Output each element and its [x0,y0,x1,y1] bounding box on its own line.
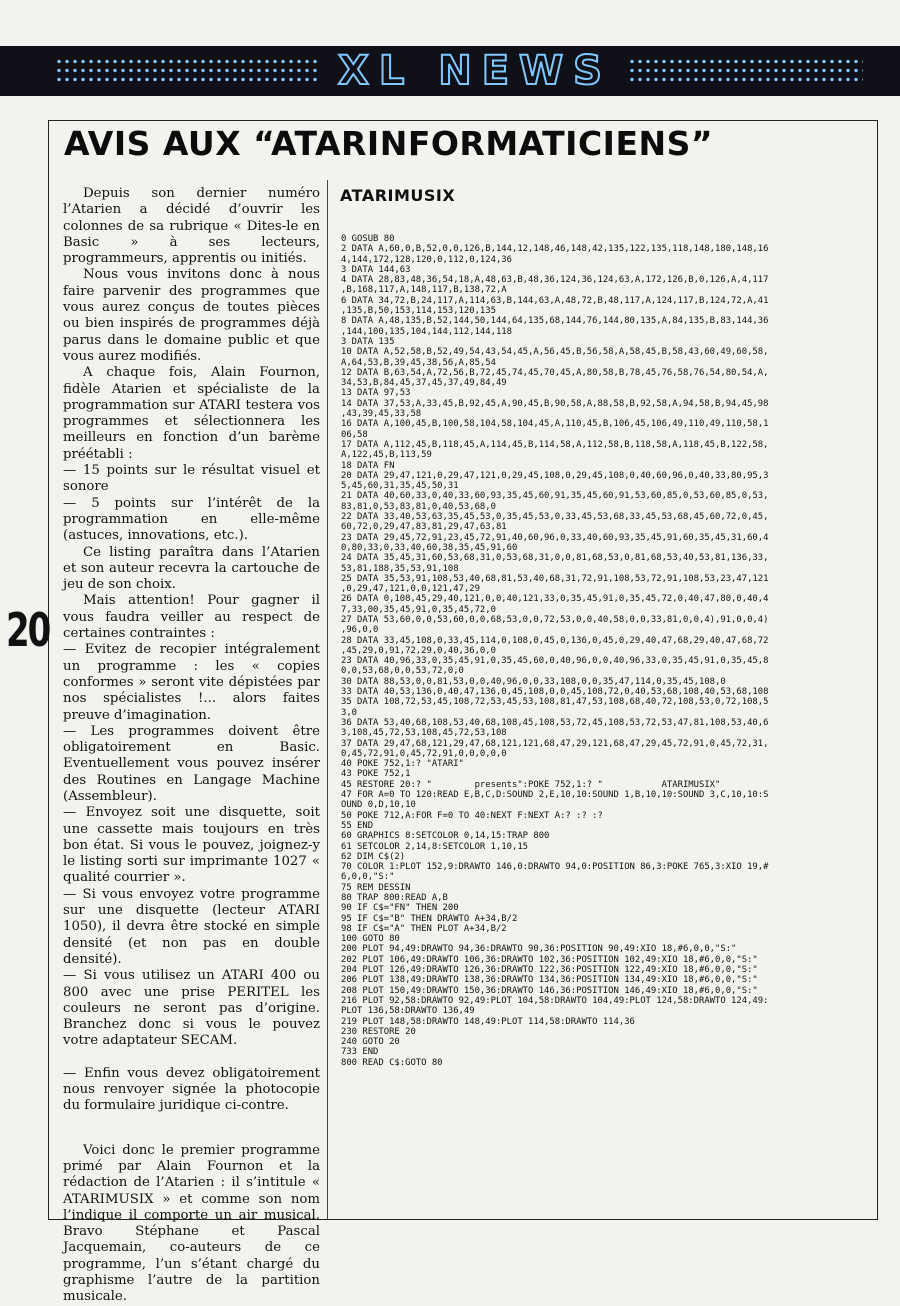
listing-line: 6 DATA 34,72,B,24,117,A,114,63,B,144,63,A,48,72,B,48,117,A,124,117,B,124,72,A,41 [341,295,769,306]
listing-line: 33 DATA 40,53,136,0,40,47,136,0,45,108,0,0,45,108,72,0,40,53,68,108,40,53,68,108 [341,687,769,698]
listing-line: 75 REM DESSIN [341,882,411,893]
listing-line: 16 DATA A,100,45,B,100,58,104,58,104,45,A,110,45,B,106,45,106,49,110,49,110,58,1 [341,419,769,430]
listing-line: 17 DATA A,112,45,B,118,45,A,114,45,B,114,58,A,112,58,B,118,58,A,118,45,B,122,58, [341,439,769,450]
body-paragraph: — 5 points sur l’intérêt de la programmation en elle-même (astuces, innovations, etc.). [63,495,320,544]
listing-line: 45 RESTORE 20:? " presents":POKE 752,1:? " ATARIMUSIX" [341,779,721,790]
banner-dot-pattern-right [628,57,863,85]
listing-line: 55 END [341,820,374,831]
listing-line: 22 DATA 33,40,53,63,35,45,53,0,35,45,53,0,33,45,53,68,33,45,53,68,45,60,72,0,45, [341,512,769,523]
listing-line: 219 PLOT 148,58:DRAWTO 148,49:PLOT 114,58:DRAWTO 114,36 [341,1016,635,1027]
listing-line: 206 PLOT 138,49:DRAWTO 138,36:DRAWTO 134,36:POSITION 134,49:XIO 18,#6,0,0,"S:" [341,975,758,986]
listing-line: 47 FOR A=0 TO 120:READ E,B,C,D:SOUND 2,E,10,10:SOUND 1,B,10,10:SOUND 3,C,10,10:S [341,790,769,801]
listing-line: 20 DATA 29,47,121,0,29,47,121,0,29,45,108,0,29,45,108,0,40,60,96,0,40,33,80,95,3 [341,470,769,481]
listing-line: A,64,53,B,39,45,38,56,A,85,54 [341,357,496,368]
listing-line: 40 POKE 752,1:? "ATARI" [341,759,464,770]
body-paragraph: — Evitez de recopier intégralement un programme : les « copies conformes » seront vite dépistées par nos spécialistes !... alors faites preuve d’imagination. [63,642,320,723]
listing-line: 25 DATA 35,53,91,108,53,40,68,81,53,40,68,31,72,91,108,53,72,91,108,53,23,47,121 [341,573,769,584]
listing-line: ,45,29,0,91,72,29,0,40,36,0,0 [341,645,496,656]
listing-line: 240 GOTO 20 [341,1037,400,1048]
listing-line: 202 PLOT 106,49:DRAWTO 106,36:DRAWTO 102,36:POSITION 102,49:XIO 18,#6,0,0,"S:" [341,954,758,965]
program-listing [341,234,871,1068]
banner-dot-pattern-left [55,57,320,85]
listing-line: 100 GOTO 80 [341,934,400,945]
listing-line: A,122,45,B,113,59 [341,450,432,461]
listing-line: 3,0 [341,707,358,718]
listing-line: ,144,100,135,104,144,112,144,118 [341,326,512,337]
listing-line: 204 PLOT 126,49:DRAWTO 126,36:DRAWTO 122,36:POSITION 122,49:XIO 18,#6,0,0,"S:" [341,965,758,976]
body-paragraph: Depuis son dernier numéro l’Atarien a décidé d’ouvrir les colonnes de sa rubrique « Dites-le en Basic » à ses lecteurs, programmeurs, apprentis ou initiés. [63,186,320,267]
listing-line: 3 DATA 144,63 [341,264,411,275]
listing-line: 23 DATA 29,45,72,91,23,45,72,91,40,60,96,0,33,40,60,93,35,45,91,60,35,45,31,60,4 [341,532,769,543]
body-paragraph: — Les programmes doivent être obligatoirement en Basic. Eventuellement vous pouvez insérer des Routines en Langage Machine (Assembleur). [63,723,320,804]
listing-line: 27 DATA 53,60,0,0,53,60,0,0,68,53,0,0,72,53,0,0,40,58,0,0,33,81,0,0,4),91,0,0,4) [341,614,769,625]
body-paragraph: Ce listing paraîtra dans l’Atarien et son auteur recevra la cartouche de jeu de son choix. [63,544,320,593]
listing-line: 8 DATA A,48,135,B,52,144,50,144,64,135,68,144,76,144,80,135,A,84,135,B,83,144,36 [341,316,769,327]
body-paragraph: — Si vous utilisez un ATARI 400 ou 800 avec une prise PERITEL les couleurs ne seront pas d’origine. Branchez donc si vous le pouvez votre adaptateur SECAM. [63,968,320,1049]
listing-line: ,B,168,117,A,148,117,B,138,72,A [341,285,507,296]
body-paragraph: Nous vous invitons donc à nous faire parvenir des programmes que vous aurez conçus de toutes pièces ou bien inspirés de programmes déjà parus dans le domaine public et que vous aurez modifiés. [63,267,320,364]
listing-line: 43 POKE 752,1 [341,769,411,780]
listing-line: 2 DATA A,60,0,B,52,0,0,126,B,144,12,148,46,148,42,135,122,135,118,148,180,148,16 [341,244,769,255]
listing-line: 35 DATA 108,72,53,45,108,72,53,45,53,108,81,47,53,108,68,40,72,108,53,0,72,108,5 [341,697,769,708]
listing-line: 5,45,60,31,35,45,50,31 [341,481,459,492]
listing-line: 60 GRAPHICS 8:SETCOLOR 0,14,15:TRAP 800 [341,831,550,842]
listing-line: 4 DATA 28,83,48,36,54,18,A,48,63,B,48,36,124,36,124,63,A,172,126,B,0,126,A,4,117 [341,275,769,286]
body-paragraph: — Enfin vous devez obligatoirement nous renvoyer signée la photocopie du formulaire juridique ci-contre. [63,1065,320,1114]
listing-line: 90 IF C$="FN" THEN 200 [341,903,459,914]
listing-line: 61 SETCOLOR 2,14,8:SETCOLOR 1,10,15 [341,841,529,852]
body-paragraph: Mais attention! Pour gagner il vous faudra veiller au respect de certaines contraintes : [63,593,320,642]
listing-line: 200 PLOT 94,49:DRAWTO 94,36:DRAWTO 90,36:POSITION 90,49:XIO 18,#6,0,0,"S:" [341,944,737,955]
listing-line: 7,33,00,35,45,91,0,35,45,72,0 [341,604,496,615]
listing-line: 95 IF C$="B" THEN DRAWTO A+34,B/2 [341,913,518,924]
article-body [63,186,320,1306]
listing-line: 80 TRAP 800:READ A,B [341,893,448,903]
listing-line: 21 DATA 40,60,33,0,40,33,60,93,35,45,60,91,35,45,60,91,53,60,85,0,53,60,85,0,53, [341,491,769,502]
listing-line: 23 DATA 40,96,33,0,35,45,91,0,35,45,60,0,40,96,0,0,40,96,33,0,35,45,91,0,35,45,8 [341,656,769,667]
listing-line: 208 PLOT 150,49:DRAWTO 150,36:DRAWTO 146,36:POSITION 146,49:XIO 18,#6,0,0,"S:" [341,985,758,996]
page-number: 20 [6,604,50,658]
listing-line: 14 DATA 37,53,A,33,45,B,92,45,A,90,45,B,90,58,A,88,58,B,92,58,A,94,58,B,94,45,98 [341,398,769,409]
listing-line: 62 DIM C$(2) [341,851,406,862]
listing-line: 50 POKE 712,A:FOR F=0 TO 40:NEXT F:NEXT A:? :? :? [341,810,603,821]
listing-line: ,96,0,0 [341,625,379,636]
listing-line: 0,45,72,91,0,45,72,91,0,0,0,0,0 [341,748,507,759]
listing-line: 26 DATA 0,108,45,29,40,121,0,0,40,121,33,0,35,45,91,0,35,45,72,0,40,47,80,0,40,4 [341,594,769,605]
listing-title: ATARIMUSIX [340,186,456,205]
listing-line: 60,72,0,29,47,83,81,29,47,63,81 [341,522,507,533]
listing-line: 3 DATA 135 [341,336,395,347]
listing-line: 4,144,172,128,120,0,112,0,124,36 [341,254,512,265]
listing-line: 28 DATA 33,45,108,0,33,45,114,0,108,0,45,0,136,0,45,0,29,40,47,68,29,40,47,68,72 [341,635,769,646]
listing-line: 70 COLOR 1:PLOT 152,9:DRAWTO 146,0:DRAWTO 94,0:POSITION 86,3:POKE 765,3:XIO 19,# [341,862,769,873]
listing-line: 12 DATA B,63,54,A,72,56,B,72,45,74,45,70,45,A,80,58,B,78,45,76,58,76,54,80,54,A, [341,367,769,378]
listing-line: 6,0,0,"S:" [341,872,395,883]
listing-line: 34,53,B,84,45,37,45,37,49,84,49 [341,378,507,389]
listing-line: OUND 0,D,10,10 [341,800,416,811]
listing-line: 37 DATA 29,47,68,121,29,47,68,121,121,68,47,29,121,68,47,29,45,72,91,0,45,72,31, [341,738,769,749]
listing-line: 06,58 [341,429,368,440]
listing-line: 733 END [341,1047,379,1058]
column-divider [327,180,328,1220]
listing-line: 3,108,45,72,53,108,45,72,53,108 [341,728,507,739]
listing-line: 13 DATA 97,53 [341,388,411,399]
listing-line: 0,80,33,0,33,40,60,38,35,45,91,60 [341,542,518,553]
listing-line: PLOT 136,58:DRAWTO 136,49 [341,1006,475,1017]
header-banner [0,46,900,96]
listing-line: 24 DATA 35,45,31,60,53,68,31,0,53,68,31,0,0,81,68,53,0,81,68,53,40,53,81,136,33, [341,553,769,564]
body-paragraph: — 15 points sur le résultat visuel et sonore [63,463,320,495]
listing-line: ,43,39,45,33,58 [341,409,422,420]
listing-line: 18 DATA FN [341,460,395,471]
listing-line: 83,81,0,53,83,81,0,40,53,68,0 [341,501,496,512]
listing-line: ,0,29,47,121,0,0,121,47,29 [341,584,480,595]
listing-line: ,135,B,50,153,114,153,120,135 [341,306,496,317]
banner-title: XL NEWS [338,48,612,94]
listing-line: 800 READ C$:GOTO 80 [341,1057,443,1068]
listing-line: 53,81,188,35,53,91,108 [341,563,459,574]
body-paragraph: Voici donc le premier programme primé par Alain Fournon et la rédaction de l’Atarien : il s’intitule « ATARIMUSIX » et comme son nom l’indique il comporte un air musical. Bravo Stéphane et Pascal Jacquemain, co-auteurs de ce programme, l’un s’étant chargé du graphisme l’autre de la partition musicale. [63,1142,320,1305]
listing-line: 230 RESTORE 20 [341,1026,416,1037]
body-paragraph: — Envoyez soit une disquette, soit une cassette mais toujours en très bon état. Si vous le pouvez, joignez-y le listing sorti sur imprimante 1027 « qualité courrier ». [63,805,320,886]
listing-line: 36 DATA 53,40,68,108,53,40,68,108,45,108,53,72,45,108,53,72,53,47,81,108,53,40,6 [341,717,769,728]
listing-line: 98 IF C$="A" THEN PLOT A+34,B/2 [341,923,507,934]
body-paragraph: — Si vous envoyez votre programme sur une disquette (lecteur ATARI 1050), il devra être stocké en simple densité (et non pas en double densité). [63,886,320,967]
listing-line: 0,0,53,68,0,0,53,72,0,0 [341,666,464,677]
listing-line: 216 PLOT 92,58:DRAWTO 92,49:PLOT 104,58:DRAWTO 104,49:PLOT 124,58:DRAWTO 124,49: [341,995,769,1006]
listing-line: 30 DATA 88,53,0,0,81,53,0,0,40,96,0,0,33,108,0,0,35,47,114,0,35,45,108,0 [341,676,726,687]
article-headline: AVIS AUX “ATARINFORMATICIENS” [64,124,714,163]
listing-line: 10 DATA A,52,58,B,52,49,54,43,54,45,A,56,45,B,56,58,A,58,45,B,58,43,60,49,60,58, [341,347,769,358]
body-paragraph: A chaque fois, Alain Fournon, fidèle Atarien et spécialiste de la programmation sur ATARI testera vos programmes et sélectionnera les meilleurs en fonction d’un barème préétabli : [63,365,320,462]
listing-line: 0 GOSUB 80 [341,234,395,244]
